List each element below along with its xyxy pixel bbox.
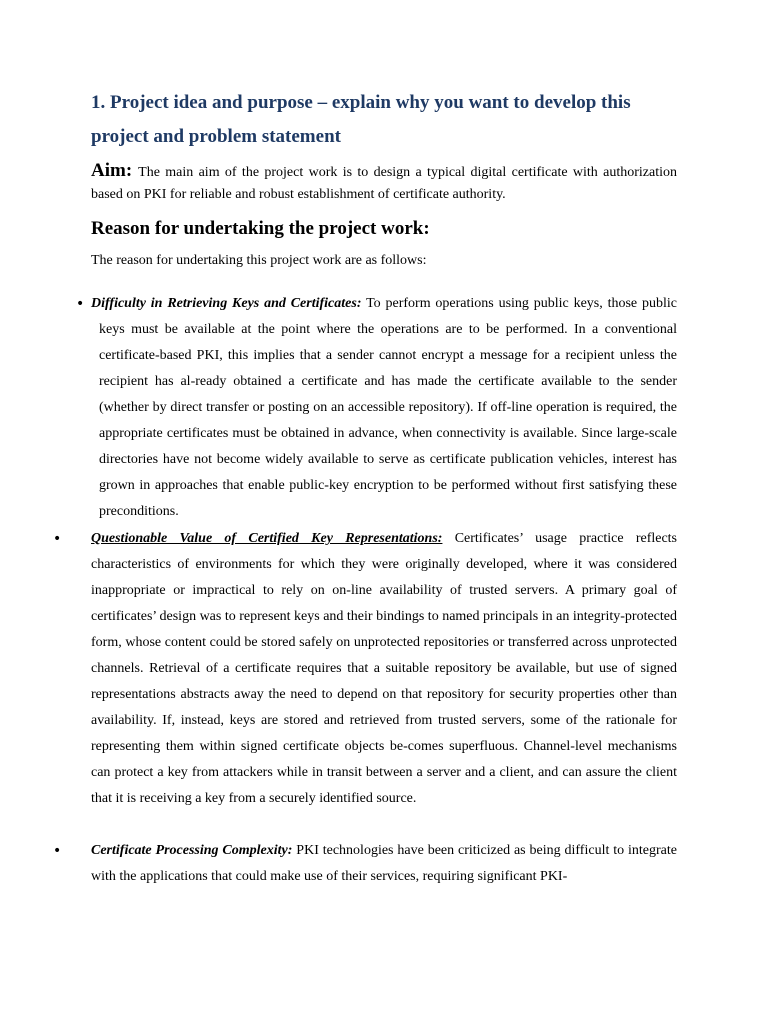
bullet-1-marker: • [76, 296, 85, 312]
aim-text: The main aim of the project work is to design a typical digital certificate with authorization based on PKI for reliable and robust establishment of certificate authority. [91, 165, 677, 202]
bullet-1-text: To perform operations using public keys, those public keys must be available at the point where the operations are to be performed. In a conventional certificate-based PKI, this implies that a sender cannot encrypt a message for a recipient unless the recipient has al-ready obtained a certificate and has made the certificate available to the sender (whether by direct transfer or posting on an accessible repository). If off-line operation is required, the appropriate certificates must be obtained in advance, when connectivity is available. Since large-scale directories have not become widely available to serve as certificate publication vehicles, interest has grown in approaches that enable public-key encryption to be performed without first satisfying these preconditions. [99, 296, 677, 519]
bullet-2-text: Certificates’ usage practice reflects characteristics of environments for which they were originally developed, where it was considered inappropriate or impractical to rely on on-line availability of trusted servers. A primary goal of certificates’ design was to represent keys and their bindings to named principals in an integrity-protected form, whose content could be stored safely on unprotected repositories or transferred across unprotected channels. Retrieval of a certificate requires that a suitable repository be available, but use of signed representations abstracts away the need to depend on that repository for security properties other than availability. If, instead, keys are stored and retrieved from trusted servers, some of the rationale for representing them within signed certificate objects be-comes superfluous. Channel-level mechanisms can protect a key from attackers while in transit between a server and a client, and can assure the client that it is receiving a key from a securely identified source. [91, 531, 678, 806]
bullet-2-lead: Questionable Value of Certified Key Representations: [91, 531, 443, 546]
bullet-2-paragraph [91, 526, 677, 812]
bullet-3-lead: Certificate Processing Complexity: [91, 843, 293, 858]
reason-intro: The reason for undertaking this project work are as follows: [91, 253, 427, 268]
bullet-1-paragraph [91, 291, 677, 525]
aim-label: Aim: [91, 160, 133, 181]
bullet-1-lead: Difficulty in Retrieving Keys and Certificates: [91, 296, 362, 311]
aim-paragraph [91, 160, 677, 206]
bullet-3-marker: • [53, 843, 62, 859]
bullet-3-text: PKI technologies have been criticized as being difficult to integrate with the applications that could make use of their services, requiring significant PKI- [91, 843, 677, 884]
bullet-2-marker: • [53, 531, 62, 547]
bullet-3-paragraph [91, 838, 677, 890]
reason-heading: Reason for undertaking the project work: [91, 218, 430, 239]
section-heading: 1. Project idea and purpose – explain why you want to develop this project and problem statement [91, 92, 631, 147]
